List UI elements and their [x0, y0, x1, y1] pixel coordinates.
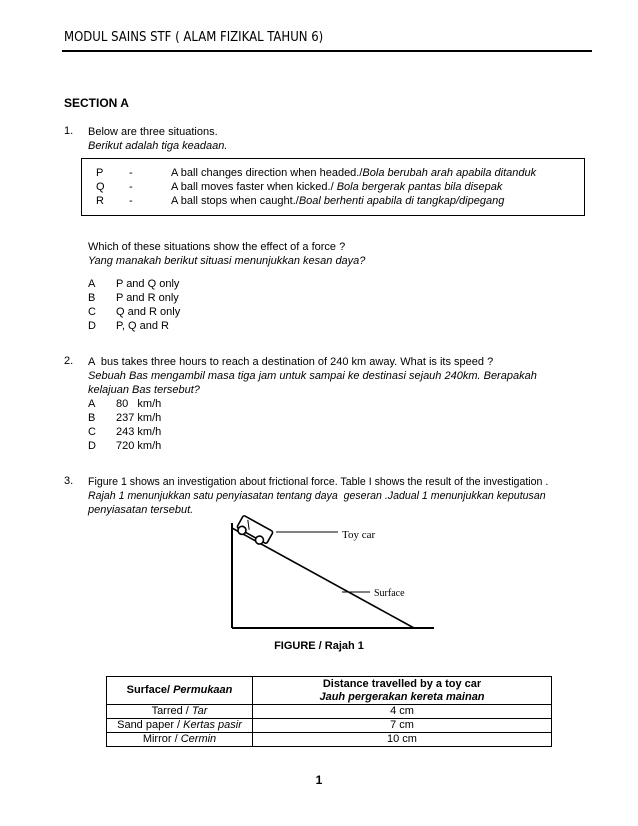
situation-text: A ball moves faster when kicked./ Bola bergerak pantas bila disepak — [171, 181, 503, 193]
section-title: SECTION A — [64, 96, 129, 110]
q1-text-my: Berikut adalah tiga keadaan. — [88, 140, 228, 152]
q3-text-en: Figure 1 shows an investigation about frictional force. Table I shows the result of the investigation . — [88, 476, 549, 488]
option-letter: A — [88, 278, 96, 290]
q2-text-en: A bus takes three hours to reach a destination of 240 km away. What is its speed ? — [88, 356, 494, 368]
situation-key: Q — [96, 181, 105, 193]
q1-text-en: Below are three situations. — [88, 126, 218, 138]
header-rule — [62, 50, 592, 52]
results-table — [106, 676, 552, 747]
q2-text-my-1: Sebuah Bas mengambil masa tiga jam untuk sampai ke destinasi sejauh 240km. Berapakah — [88, 370, 537, 382]
cell-surface: Sand paper / Kertas pasir — [107, 719, 253, 733]
toy-car-icon — [235, 515, 273, 547]
option-text: P and R only — [116, 292, 179, 304]
surface-label: Surface — [374, 588, 405, 599]
page-number: 1 — [315, 773, 323, 787]
running-header: MODUL SAINS STF ( ALAM FIZIKAL TAHUN 6) — [64, 30, 324, 45]
situations-box — [81, 158, 585, 216]
option-text: P, Q and R — [116, 320, 169, 332]
option-letter: B — [88, 292, 96, 304]
option-letter: A — [88, 398, 96, 410]
header-surface: Surface/ Permukaan — [107, 677, 253, 705]
option-text: Q and R only — [116, 306, 181, 318]
cell-distance: 10 cm — [253, 733, 552, 747]
figure-caption: FIGURE / Rajah 1 — [274, 640, 364, 652]
situation-dash: - — [129, 181, 133, 193]
q3-number: 3. — [64, 475, 74, 487]
option-text: P and Q only — [116, 278, 180, 290]
situation-key: P — [96, 167, 104, 179]
toy-car-label: Toy car — [342, 529, 376, 541]
situation-row-r — [82, 194, 584, 208]
option-letter: D — [88, 440, 96, 452]
q3-text-my-1: Rajah 1 menunjukkan satu penyiasatan tentang daya geseran .Jadual 1 menunjukkan keputusan — [88, 490, 546, 502]
option-letter: C — [88, 426, 96, 438]
cell-surface: Mirror / Cermin — [107, 733, 253, 747]
situation-dash: - — [129, 167, 133, 179]
cell-distance: 4 cm — [253, 705, 552, 719]
incline-figure — [220, 508, 440, 636]
situation-dash: - — [129, 195, 133, 207]
q3-text-my-2: penyiasatan tersebut. — [88, 504, 194, 516]
q2-text-my-2: kelajuan Bas tersebut? — [88, 384, 200, 396]
situation-text: A ball stops when caught./Boal berhenti apabila di tangkap/dipegang — [171, 195, 505, 207]
q1-question-en: Which of these situations show the effect of a force ? — [88, 241, 346, 253]
option-text: 720 km/h — [116, 440, 162, 452]
q1-question-my: Yang manakah berikut situasi menunjukkan kesan daya? — [88, 255, 366, 267]
situation-row-q — [82, 180, 584, 194]
situation-row-p — [82, 166, 584, 180]
option-text: 80 km/h — [116, 398, 162, 410]
cell-surface: Tarred / Tar — [107, 705, 253, 719]
option-text: 237 km/h — [116, 412, 162, 424]
cell-distance: 7 cm — [253, 719, 552, 733]
table-row — [107, 705, 552, 719]
table-row — [107, 719, 552, 733]
table-row — [107, 733, 552, 747]
option-letter: B — [88, 412, 96, 424]
header-distance: Distance travelled by a toy car Jauh pergerakan kereta mainan — [253, 677, 552, 705]
option-letter: C — [88, 306, 96, 318]
table-header-row — [107, 677, 552, 705]
q1-number: 1. — [64, 125, 74, 137]
situation-key: R — [96, 195, 104, 207]
situation-text: A ball changes direction when headed./Bola berubah arah apabila ditanduk — [171, 167, 537, 179]
option-text: 243 km/h — [116, 426, 162, 438]
option-letter: D — [88, 320, 96, 332]
q2-number: 2. — [64, 355, 74, 367]
